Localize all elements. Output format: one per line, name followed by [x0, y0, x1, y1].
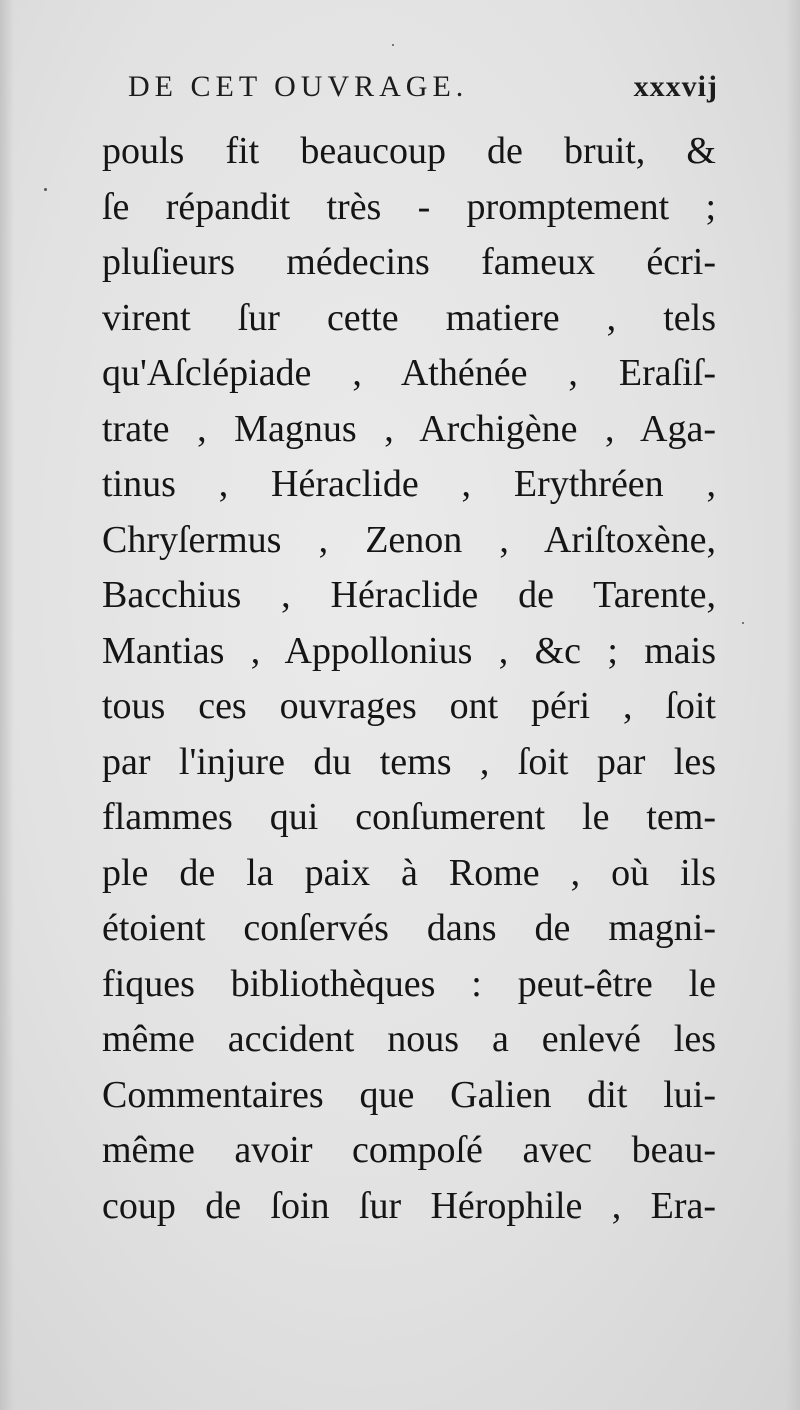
page-header	[128, 70, 718, 114]
text-line: pouls fit beaucoup de bruit, &	[102, 130, 716, 172]
text-line: trate , Magnus , Archigène , Aga-	[102, 407, 716, 450]
text-line: flammes qui conſumerent le tem-	[102, 796, 716, 838]
page-number: xxxvij	[633, 70, 718, 103]
text-line: Mantias , Appollonius , &c ; mais	[102, 629, 716, 672]
running-head: DE CET OUVRAGE.	[128, 70, 469, 103]
text-line: coup de ſoin ſur Hérophile , Era-	[102, 1184, 716, 1227]
ink-speck	[392, 44, 394, 46]
text-line: même accident nous a enlevé les	[102, 1018, 716, 1060]
text-line: qu'Aſclépiade , Athénée , Eraſiſ-	[102, 352, 716, 394]
body-text	[102, 124, 716, 1234]
text-line: fiques bibliothèques : peut-être le	[102, 962, 716, 1005]
page-left-edge	[0, 0, 14, 1410]
ink-speck	[742, 622, 744, 624]
text-line: ple de la paix à Rome , où ils	[102, 851, 716, 894]
text-line: Bacchius , Héraclide de Tarente,	[102, 574, 716, 616]
text-line: tous ces ouvrages ont péri , ſoit	[102, 685, 716, 727]
page-right-edge	[786, 0, 800, 1410]
text-line: pluſieurs médecins fameux écri-	[102, 241, 716, 283]
text-line: virent ſur cette matiere , tels	[102, 296, 716, 339]
text-line: par l'injure du tems , ſoit par les	[102, 740, 716, 783]
text-line: ſe répandit très - promptement ;	[102, 185, 716, 228]
text-line: même avoir compoſé avec beau-	[102, 1129, 716, 1171]
text-line: étoient conſervés dans de magni-	[102, 907, 716, 949]
text-line: Commentaires que Galien dit lui-	[102, 1073, 716, 1116]
ink-speck	[44, 188, 47, 191]
text-line: Chryſermus , Zenon , Ariſtoxène,	[102, 518, 716, 561]
text-line: tinus , Héraclide , Erythréen ,	[102, 463, 716, 505]
